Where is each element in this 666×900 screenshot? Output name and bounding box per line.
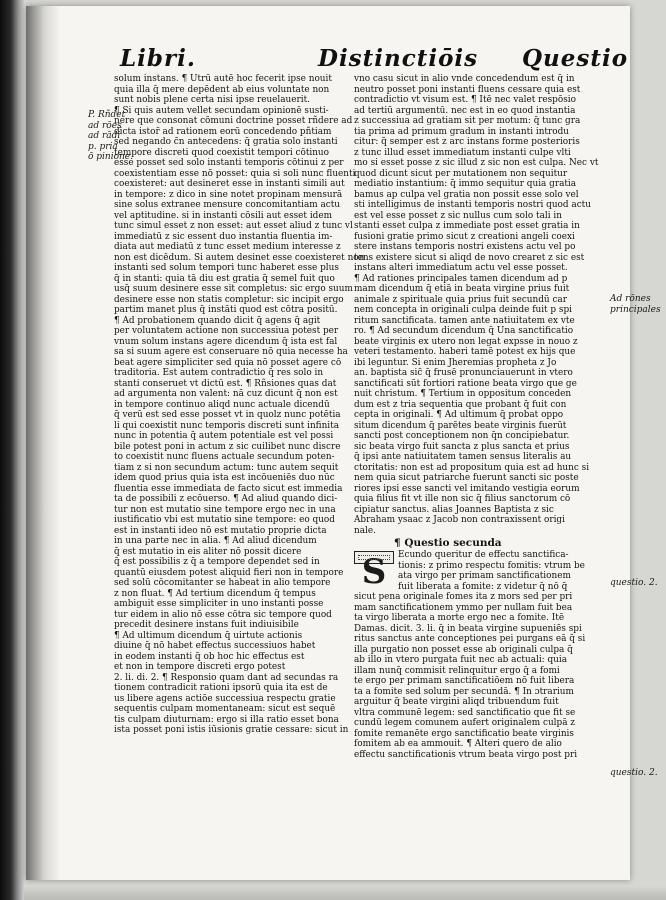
question-text-line: illam nunq̄ commisit relinquitur ergo q̄ a fomi [354,665,560,676]
text-line: bamus ap culpa vel gratia non possit esse solo vel [354,189,579,200]
text-line: quod dicunt sicut per mutationem non sequitur [354,168,568,179]
text-line: in tempore: z dico in sine notet propinam mensurā [114,189,343,200]
text-line: dicta istor̄ ad rationem eorū concedendo pñtiam [114,126,332,137]
book-page [26,6,661,880]
margin-note-right-rationes [610,294,661,315]
text-line: contradictio vt visum est. ¶ Itē nec valet respōsio [354,95,576,105]
running-head-book: Libri. [120,45,196,72]
question-text-line: ata virgo per primam sanctificationem [398,571,571,581]
question-text-line: vltra communē legem: sed sanctificatio que fit se [354,707,576,718]
text-line: traditoria. Est autem contradictio q̄ res solo in [114,368,324,378]
text-line: ista posset poni istis iūsionis gratie cessare: sicut in [114,725,349,735]
text-line: ¶ Si quis autem vellet secundam opinionē susti- [114,105,329,116]
text-line: q̄ in stanti: quia tā diu est gratia q̄ semel fuit quo [114,273,335,284]
margin-note-right-questio [610,578,658,589]
text-line: non est dicēdum. Si autem desinet esse coexisteret non [114,252,365,263]
text-line: ibi leguntur. Si enim Jheremias propheta z Jo [354,357,557,368]
text-line: neutro posset poni instanti fluens cessare quia est [354,84,581,95]
text-line: vel aptitudine. si in instanti cōsili aut esset idem [114,210,333,221]
text-line: solum instans. ¶ Utrū autē hoc fecerit ipse nouit [114,74,332,84]
margin-note-line: ō pinione. [88,152,133,162]
text-line: beate virginis ex utero non legat expsse in nouo z [354,336,578,347]
text-line: q̄ est possibilis z q̄ a tempore dependet sed in [114,557,320,567]
text-line: in eodem instanti q̄ ob hoc hic effectus est [114,651,305,662]
text-line: z successiua ad gratiam sit per motum: q̄ tunc gra [354,116,581,126]
text-line: coexisteret: aut desineret esse in instanti simili aut [114,179,345,189]
question-text-line: Ecundo queritur de effectu sanctifica- [398,550,569,560]
question-text-line: fomite remanēte ergo sanctificatio beate virginis [354,728,574,739]
text-line: et non in tempore discreti ergo potest [114,662,286,672]
text-line: usq̄ suum desinere esse sit completus: sic ergo suum [114,284,353,294]
margin-note-line: p. pria [88,141,118,152]
margin-note-line: Ad rōnes [610,294,651,304]
text-line: nem quia sicut patriarche fuerunt sancti sic poste [354,473,579,483]
text-line: ambiguit esse simpliciter in uno instanti posse [114,599,324,609]
text-line: sic beata virgo fuit sancta z plus sancta et prius [354,441,570,452]
text-line: ¶ Ad ultimum dicendum q̄ uirtute actionis [114,630,303,641]
text-line: sine solus extranee mensure concomitantiam actu [114,200,341,210]
decorated-initial: S [354,551,394,564]
text-line: an. baptista sic̄ q̄ frusē pronunciauerunt in vtero [354,368,573,378]
text-line: ro. ¶ Ad secundum dicendum q̄ Una sanctificatio [354,326,574,336]
text-line: 2. li. di. 2. ¶ Responsio quam dant ad secundas ra [114,672,339,683]
text-line: quia filius fit vt ille non sic q̄ filius sanctorum cō [354,494,571,504]
text-line: sequentis culpam momentaneam: sicut est sequē [114,704,336,714]
text-line: Abraham ysaac z Jacob non contraxissent origi [354,515,565,525]
margin-note-line: questio. 2. [610,578,658,588]
text-line: tiam z si non secundum actum: tunc autem sequit [114,462,339,473]
margin-note-line: questio. 2. [610,768,658,778]
text-line: nale. [354,525,376,536]
text-line: ad argumenta non valent: nā cuz dicunt q̄ non est [114,389,338,399]
text-line: nere que consonat cōmuni doctrine posset rñdere ad [114,116,353,126]
text-line: tionem contradicit rationi ipsorū quia ita est de [114,683,328,693]
text-line: ¶ Ad probationem quando dicit q̄ agens q̄ agit [114,315,321,326]
text-line: tur eidem in alio nō esse cōtra sic tempore quod [114,609,332,620]
margin-note-line: principales [610,304,661,315]
text-line: sti intelligimus de instanti temporis nostri quod actu [354,200,591,210]
question-heading: ¶ Questio secunda [394,537,502,549]
text-line: sanctificati sūt fortiori ratione beata virgo que ge [354,378,577,389]
margin-note-line: ad rādi [88,131,121,141]
text-line: instanti sed solum tempori tunc haberet esse plus [114,263,339,273]
running-head-distinction: Distinctiōis [318,45,479,72]
text-line: nunc in potentia q̄ autem potentiale est vel possi [114,431,334,441]
text-line: fusioni gratie primo sicut z creationi angeli coexi [354,231,575,242]
text-line: est in instanti ideo nō est mutatio proprie dicta [114,525,327,536]
text-line: q̄ verū est sed esse posset vt in quolz nunc potētia [114,410,341,420]
text-line: vno casu sicut in alio vnde concedendum est q̄ in [354,74,575,84]
text-line: sa si suum agere est conseruare nō quia necesse ha [114,347,348,357]
text-line: tunc simul esset z non esset: aut esset aliud z tunc vl [114,221,353,231]
text-line: cepta in originali. ¶ Ad ultimum q̄ probat oppo [354,410,564,420]
text-line: in una parte nec in alia. ¶ Ad aliud dicendum [114,536,317,546]
question-text-line: illa purgatio non posset esse ab originali culpa q̄ [354,644,573,655]
text-line: citur: q̄ semper est z arc instans forme posterioris [354,137,580,147]
text-line: q̄ est mutatio in eis aliter nō possit dicere [114,546,302,557]
question-text-line: ab illo in vtero purgata fuit nec ab actuali: quia [354,655,568,665]
text-line: diata aut mediatū z tunc esset medium interesse z [114,242,341,252]
question-text-line: fomitem ab ea ammouit. ¶ Alteri quero de alio [354,739,562,749]
question-text-line: ritus sanctus ante conceptiones pei purgans eā q̄ si [354,634,586,644]
text-line: ad tertiū argumentū. nec est in eo quod instantia [354,105,576,116]
text-line: stere instans temporis nostri existens actu vel po [354,242,576,252]
text-column-right [354,74,604,760]
text-line: ritum sanctificata. tamen ante natiuitatem ex vte [354,315,575,326]
question-text-line: Damas. dicit. 3. li. q̄ in beata virgine supueniēs spi [354,623,582,634]
text-line: ta de possibili z ecōuerso. ¶ Ad aliud quando dici- [114,494,338,504]
margin-note-line: ad rōes [88,120,122,131]
question-text-line: te ergo per primam sanctificatiōem nō fuit libera [354,676,575,686]
text-line: in tempore continuo aliqd nunc actuale dicendū [114,399,330,410]
text-line: idem quod prius quia ista est incōueniēs duo nūc [114,473,335,483]
text-line: beat agere simpliciter sed quia nō posset agere cō [114,357,342,368]
question-text-line: tionis: z primo respectu fomitis: vtrum be [398,560,585,571]
text-line: immediatū z sic essent duo instantia fluentia im- [114,231,333,242]
question-text-line: ta a fomite sed solum per secundā. ¶ In ɔtrarium [354,686,574,697]
text-line: z non fluat. ¶ Ad tertium dicendum q̄ tempus [114,588,316,599]
text-line: mam dicendum q̄ etiā in beata virgine prius fuit [354,284,570,294]
question-text-line: ta virgo liberata a morte ergo nec a fomite. Itē [354,613,565,623]
question-text-line: mam sanctificationem ymmo per nullam fuit bea [354,602,573,613]
text-line: li qui coexistit nunc temporis discreti sunt infinita [114,420,339,431]
text-line: esse posset sed solo instanti temporis cōtinui z per [114,158,344,168]
text-line: stanti conseruet vt dictū est. ¶ Rñsiones quas dat [114,378,337,389]
text-line: sed solū cōcomitanter se habeat in alio tempore [114,578,331,588]
margin-note-left [88,110,133,163]
text-line: partim manet plus q̄ instāti quod est cōtra positū. [114,305,338,315]
text-line: nem concepta in originali culpa deinde fuit p spi [354,305,573,315]
text-line: sed negando c̄n antecedens: q̄ gratia solo instanti [114,137,338,147]
book-binding-gutter [0,0,24,900]
text-line: instans alteri immediatum actu vel esse posset. [354,263,568,273]
question-text-line: fuit liberata a fomite: z videtur q̄ nō q̄ [398,581,568,592]
text-line: bile potest poni in actum z sic cuilibet nunc discre [114,441,341,452]
question-text-line: cundū legem comunem aufert originalem culpā z [354,718,575,728]
text-line: tis culpam diuturnam: ergo si illa ratio esset bona [114,714,339,725]
text-line: coexistentiam esse nō posset: quia si soli nunc fluenti [114,168,356,179]
text-line: us libere agens actiōe successiua respectu gratie [114,693,336,704]
page-bottom-edge [24,886,666,900]
text-line: sancti post conceptionem non q̄n concipiebatur. [354,431,570,441]
margin-note-line: P. Rñdet [88,110,126,120]
text-line: desinere esse non statis completur: sic incipit ergo [114,294,344,305]
text-line: sunt nobis plene certa nisi ipse reuelauerit. [114,95,310,105]
text-line: dum est z tria sequentia que probant q̄ fuit con [354,399,567,410]
text-line: stanti esset culpa z immediate post esset gratia in [354,221,580,231]
text-line: mediatio instantium: q̄ immo sequitur quia gratia [354,179,577,189]
text-line: situm dicendum q̄ parētes beate virginis fuerūt [354,420,567,431]
text-line: est vel esse posset z sic nullus cum solo tali in [354,210,562,221]
text-line: cipiatur sanctus. alias Joannes Baptista z sic [354,504,554,515]
text-line: mo si esset posse z sic illud z sic non est culpa. Nec vt [354,158,599,168]
text-line: tens existere sicut si aliqd de novo crearet z sic est [354,252,585,263]
text-line: z tunc illud esset immediatum instanti culpe vlti [354,147,571,158]
text-line: fluentia esse immediata de facto sicut est immedia [114,483,343,494]
margin-note-right-questio-bottom [610,768,658,779]
text-line: veteri testamento. haberi tamē potest ex hijs que [354,347,576,357]
text-line: q̄ ipsi ante natiuitatem tamen sensus literalis au [354,452,572,462]
text-line: tia prima ad primum gradum in instanti introdu [354,126,569,137]
text-line: tur non est mutatio sine tempore ergo nec in una [114,504,336,515]
running-head-question: Questio [522,45,629,72]
text-line: to coexistit nunc fluens actuale secundum poten- [114,452,335,462]
gutter-shadow [26,6,60,880]
text-line: vnum solum instans agere dicendum q̄ ista est fal [114,336,338,347]
text-line: quia illa q̄ mere depēdent ab eius voluntate non [114,84,330,95]
text-line: iustificatio vbi est mutatio sine tempore: eo quod [114,515,335,525]
text-line: ctoritatis: non est ad propositum quia est ad hunc si [354,462,590,473]
text-line: per voluntatem actione non successiua potest per [114,326,339,336]
text-line: nuit christum. ¶ Tertium in oppositum conceden [354,389,572,399]
question-text-line: effectu sanctificationis vtrum beata virgo post pri [354,749,578,760]
text-line: ¶ Ad rationes principales tamen dicendum ad p [354,273,568,284]
text-line: precedit desinere instans fuit indiuisibile [114,620,299,630]
question-text-line: sicut pena originale fomes ita z mors sed per pri [354,592,573,602]
text-line: diuine q̄ nō habet effectus successiuos habet [114,641,316,651]
text-line: animale z spirituale quia prius fuit secundū car [354,294,567,305]
text-line: tempore discreti quod coexistit tempori cōtinuo [114,147,329,158]
text-line: riores ipsi esse sancti vel imitando vestigia eorum [354,483,580,494]
question-text-line: arguitur q̄ beate virgini aliqd tribuendum fuit [354,697,559,707]
text-line: quantū eiusdem potest aliquid fieri non in tempore [114,567,344,578]
